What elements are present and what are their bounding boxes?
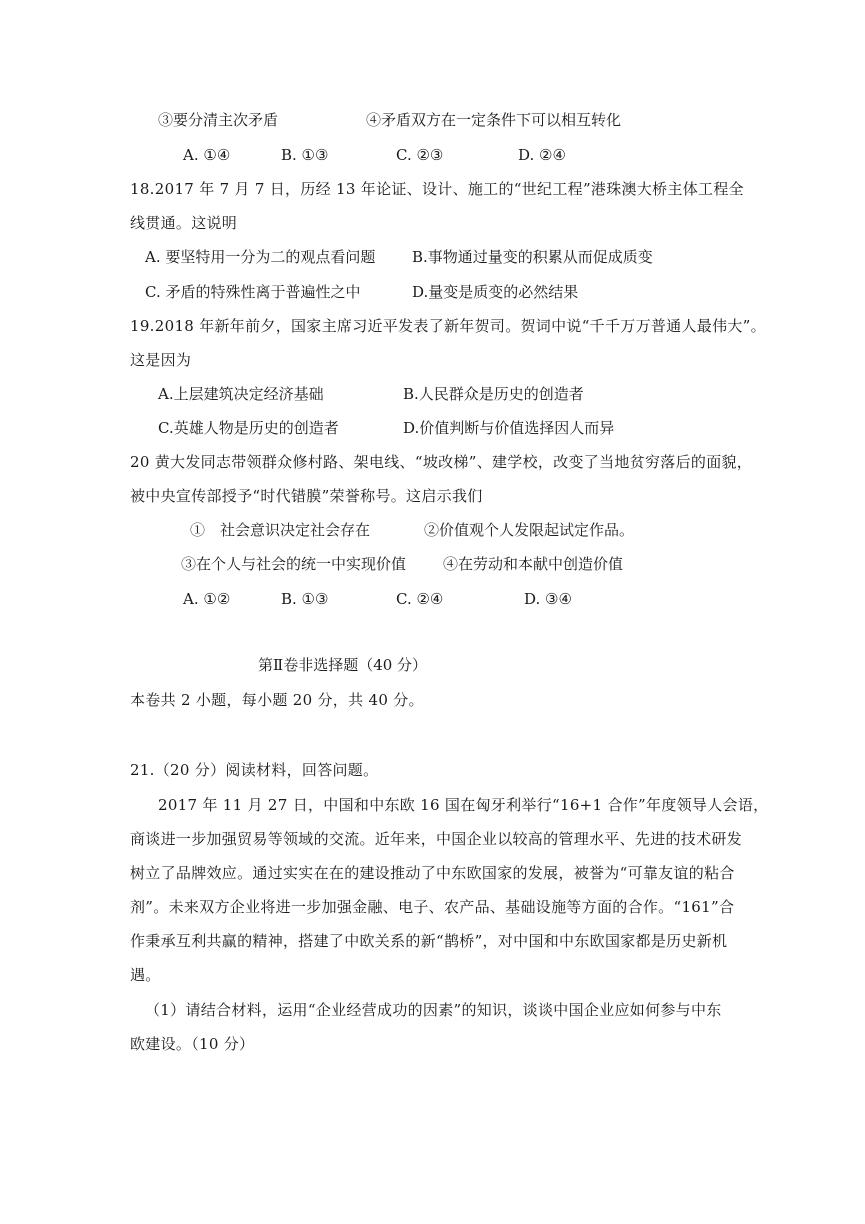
q17-option-d: D. ②④ [518,146,566,164]
q20-statement-2: ②价值观个人发限起试定作品。 [424,521,635,539]
q20-statement-3: ③在个人与社会的统一中实现价值 [181,555,407,573]
q20-option-d: D. ③④ [524,590,572,608]
q18-stem-line-1: 18.2017 年 7 月 7 日，历经 13 年论证、设计、施工的“世纪工程”港珠澳大桥主体工程全 [130,180,744,198]
q20-option-b: B. ①③ [281,590,329,608]
q18-stem-line-2: 线贯通。这说明 [130,214,238,232]
q21-para-line-5: 作秉承互利共赢的精神，搭建了中欧关系的新“鹊桥”，对中国和中东欧国家都是历史新机 [130,932,728,950]
q20-option-a: A. ①② [183,590,231,608]
q20-statement-1: ① 社会意识决定社会存在 [190,521,371,539]
q20-statement-4: ④在劳动和本献中创造价值 [443,555,624,573]
q17-option-b: B. ①③ [281,146,329,164]
part2-title: 第Ⅱ卷非选择题（40 分） [258,656,428,674]
q17-option-c: C. ②③ [396,146,444,164]
q17-statement-3: ③要分清主次矛盾 [158,111,279,129]
q18-option-b: B.事物通过量变的积累从而促成质变 [412,248,653,266]
q21-sub1-line-1: （1）请结合材料，运用“企业经营成功的因素”的知识，谈谈中国企业应如何参与中东 [145,1001,722,1019]
q19-option-b: B.人民群众是历史的创造者 [403,385,584,403]
q18-option-a: A. 要坚特用一分为二的观点看问题 [145,248,376,266]
q18-option-d: D.量变是质变的必然结果 [412,283,579,301]
q19-stem-line-2: 这是因为 [130,351,192,369]
q21-para-line-6: 遇。 [130,966,161,984]
q21-sub1-line-2: 欧建设。（10 分） [130,1035,255,1053]
q21-para-line-3: 树立了品牌效应。通过实实在在的建设推动了中东欧国家的发展，被誉为“可靠友谊的粘合 [130,864,735,882]
q19-stem-line-1: 19.2018 年新年前夕，国家主席习近平发表了新年贺司。贺词中说“千千万万普通人最伟大”。 [130,317,766,335]
q19-option-a: A.上层建筑决定经济基础 [158,385,324,403]
q20-stem-line-2: 被中央宣传部授予“时代错膜”荣誉称号。这启示我们 [130,487,483,505]
q19-option-d: D.价值判断与价值选择因人而异 [403,419,615,437]
part2-note: 本卷共 2 小题，每小题 20 分，共 40 分。 [130,691,424,709]
q21-para-line-2: 商谈进一步加强贸易等领域的交流。近年来，中国企业以较高的管理水平、先进的技术研发 [130,830,743,848]
q21-para-line-4: 剂”。未来双方企业将进一步加强金融、电子、农产品、基础设施等方面的合作。“161”合 [130,898,735,916]
q19-option-c: C.英雄人物是历史的创造者 [158,419,339,437]
q17-option-a: A. ①④ [183,146,231,164]
q18-option-c: C. 矛盾的特殊性离于普遍性之中 [145,283,361,301]
q17-statement-4: ④矛盾双方在一定条件下可以相互转化 [366,111,622,129]
q21-heading: 21.（20 分）阅读材料，回答问题。 [130,761,379,779]
q20-option-c: C. ②④ [396,590,444,608]
q20-stem-line-1: 20 黄大发同志带领群众修村路、架电线、“坡改梯”、建学校，改变了当地贫穷落后的面貌， [130,453,753,471]
q21-para-line-1: 2017 年 11 月 27 日，中国和中东欧 16 国在匈牙利举行“16+1 合作”年度领导人会语， [158,796,769,814]
